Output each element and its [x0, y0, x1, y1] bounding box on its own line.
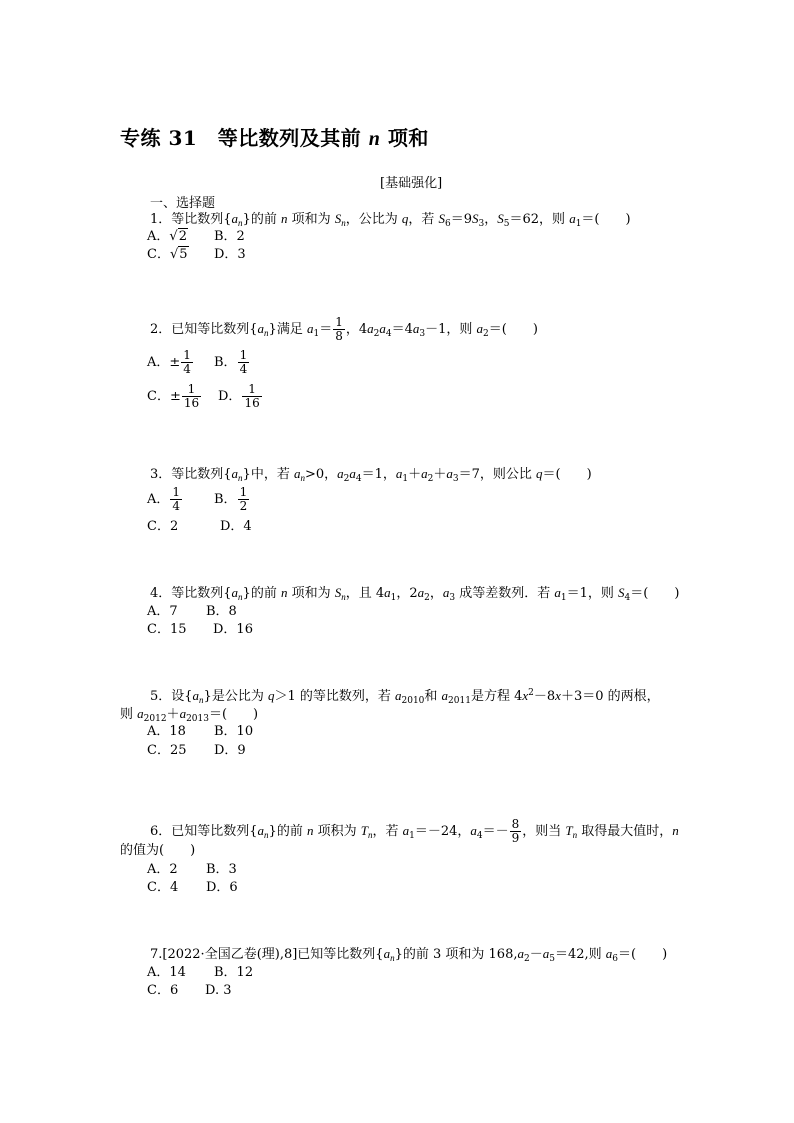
title-suffix: 项和	[380, 126, 429, 150]
question-2-option-b[interactable]: B． $\frac{1}{4}$	[214, 348, 248, 376]
question-2-stem: 2．已知等比数列$\{a_n\}$满足 $a_1=$ $\frac{1}{8}$ ，$4a_2a_4=4a_3-1$，则 $a_2=$( )	[150, 315, 538, 343]
question-4-option-b[interactable]: B．8	[206, 604, 237, 619]
question-3-option-d[interactable]: D．4	[220, 519, 252, 534]
page-title	[120, 122, 429, 151]
question-5-option-b[interactable]: B．10	[214, 724, 254, 739]
question-5-option-a[interactable]: A．18	[147, 724, 186, 739]
question-7-option-d[interactable]: D. 3	[205, 983, 232, 998]
question-1-option-b[interactable]: B．2	[214, 229, 245, 244]
question-3-option-c[interactable]: C．2	[147, 519, 179, 534]
question-4-option-a[interactable]: A．7	[147, 604, 178, 619]
question-1-option-d[interactable]: D．3	[214, 247, 246, 262]
question-3-option-b[interactable]: B． $\frac{1}{2}$	[214, 485, 248, 513]
question-4-option-c[interactable]: C．15	[147, 622, 187, 637]
question-5-stem-line-2: 则 $a_{2012}+a_{2013}=$( )	[120, 706, 259, 724]
question-1-option-c[interactable]: C．√5	[147, 247, 188, 262]
question-2-fraction: $\frac{1}{8}$	[335, 315, 343, 343]
subtitle: [基础强化]	[380, 176, 443, 191]
question-5-option-d[interactable]: D．9	[214, 743, 246, 758]
question-7-option-c[interactable]: C．6	[147, 983, 179, 998]
question-5-option-c[interactable]: C．25	[147, 743, 187, 758]
question-7-option-b[interactable]: B．12	[214, 965, 254, 980]
question-5-stem: 5．设$\{a_n\}$是公比为 q＞1 的等比数列，若 $a_{2010}$和 $a_{2011}$是方程 $4x^2-8x+3=0$ 的两根，	[150, 688, 660, 706]
question-6-option-d[interactable]: D．6	[206, 880, 238, 895]
question-2-option-a[interactable]: A．± $\frac{1}{4}$	[147, 348, 191, 376]
question-2-option-d[interactable]: D． $\frac{1}{16}$	[218, 382, 260, 410]
question-1-option-a[interactable]: A．√2	[147, 229, 187, 244]
question-7-option-a[interactable]: A．14	[147, 965, 186, 980]
question-6-stem-line-2: 的值为( )	[120, 843, 196, 858]
question-3-option-a[interactable]: A． $\frac{1}{4}$	[147, 485, 181, 513]
question-6-option-c[interactable]: C．4	[147, 880, 179, 895]
title-prefix: 专练 31 等比数列及其前	[120, 126, 369, 150]
question-6-option-b[interactable]: B．3	[206, 862, 237, 877]
question-6-fraction: $\frac{8}{9}$	[511, 817, 520, 845]
question-4-option-d[interactable]: D．16	[213, 622, 253, 637]
question-3-stem: 3．等比数列$\{a_n\}$中，若 $a_n>0$，$a_2a_4=1$，$a_1+a_2+a_3=7$，则公比 q＝( )	[150, 466, 592, 484]
question-4-stem: 4．等比数列$\{a_n\}$的前 n 项和为 $S_n$，且 $4a_1$，$2a_2$，$a_3$ 成等差数列．若 $a_1=1$，则 $S_4=$( )	[150, 585, 680, 603]
question-1-stem: 1．等比数列$\{a_n\}$的前 n 项和为 $S_n$，公比为 q，若 $S_6=9S_3$，$S_5=62$，则 $a_1=$( )	[150, 211, 631, 229]
question-6-stem: 6．已知等比数列$\{a_n\}$的前 n 项积为 $T_n$，若 $a_1=-24$，$a_4=-$ $\frac{8}{9}$ ，则当 $T_n$ 取得最大值时，n	[150, 817, 679, 845]
title-variable: n	[368, 128, 381, 150]
question-7-stem: 7.[2022·全国乙卷(理),8]已知等比数列$\{a_n\}$的前 3 项和为 $168,a_2-a_5=42$,则 $a_6=$( )	[150, 946, 668, 964]
question-6-option-a[interactable]: A．2	[147, 862, 178, 877]
question-2-option-c[interactable]: C．± $\frac{1}{16}$	[147, 382, 200, 410]
section-heading: 一、选择题	[150, 196, 216, 211]
